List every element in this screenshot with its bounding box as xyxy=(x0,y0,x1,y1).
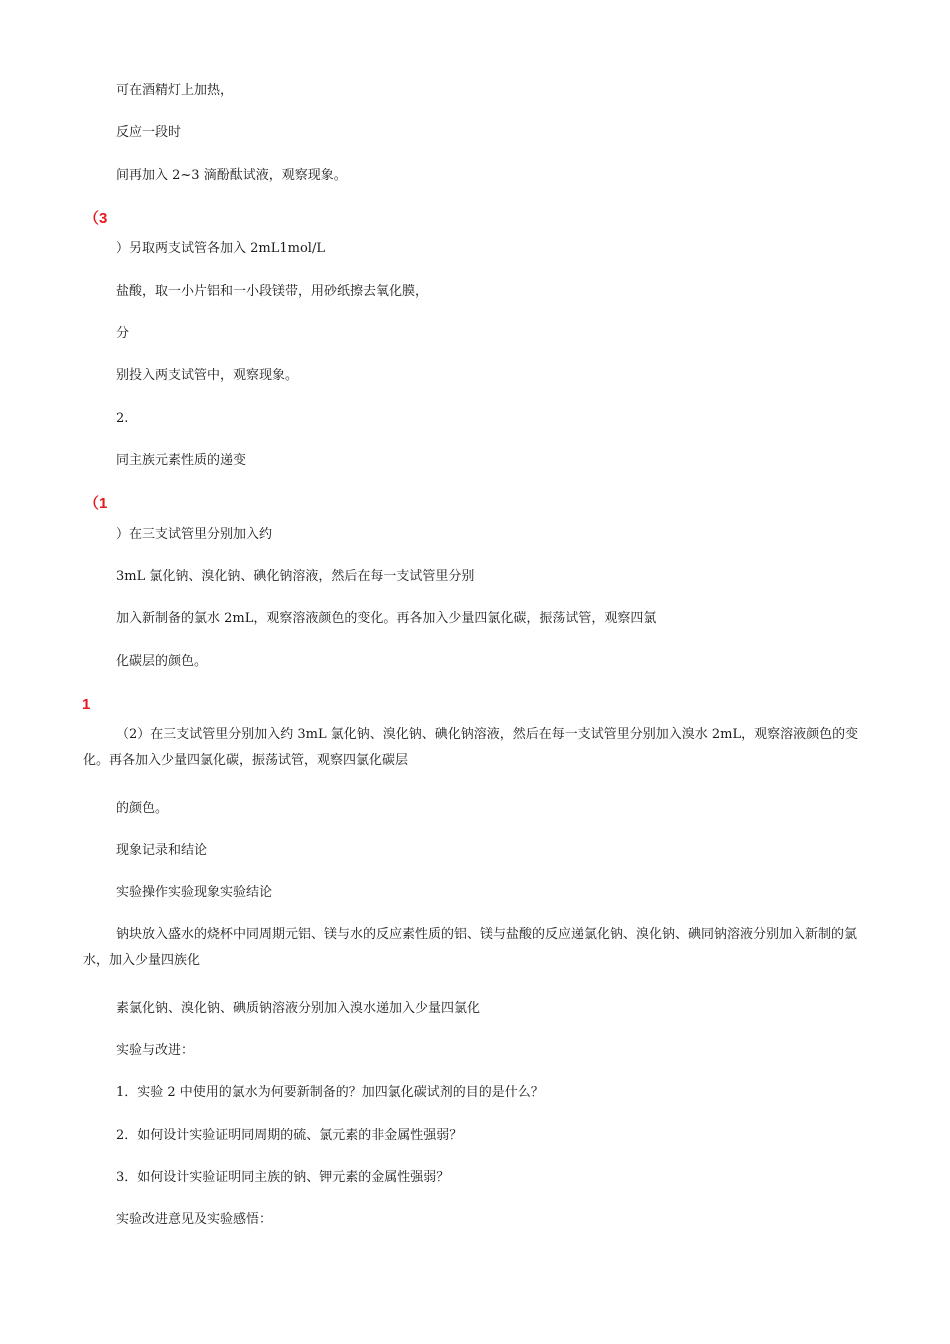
paragraph-step-1: ）在三支试管里分别加入约 xyxy=(116,527,273,542)
paragraph-color-end: 的颜色。 xyxy=(116,801,169,816)
paragraph-hydrochloric-acid: 盐酸，取一小片铝和一小段镁带，用砂纸擦去氧化膜， xyxy=(116,284,429,299)
paragraph-layer-color: 化碳层的颜色。 xyxy=(116,654,208,669)
section-number-2: 2. xyxy=(116,411,129,426)
heading-records-conclusions: 现象记录和结论 xyxy=(116,843,208,858)
page-marker-1: 1 xyxy=(82,696,91,713)
paragraph-fragment-fen: 分 xyxy=(116,326,130,341)
question-3: 3．如何设计实验证明同主族的钠、钾元素的金属性强弱？ xyxy=(116,1170,450,1185)
section-title-group-properties: 同主族元素性质的递变 xyxy=(116,453,247,468)
table-header-row: 实验操作实验现象实验结论 xyxy=(116,885,273,900)
paragraph-halide-solutions: 3mL 氯化钠、溴化钠、碘化钠溶液，然后在每一支试管里分别 xyxy=(116,569,475,584)
heading-experiment-improvement: 实验与改进： xyxy=(116,1043,195,1058)
paragraph-phenolphthalein: 间再加入 2~3 滴酚酞试液，观察现象。 xyxy=(116,168,347,183)
paragraph-step-3: ）另取两支试管各加入 2mL1mol/L xyxy=(116,241,325,256)
table-content-row-2: 素氯化钠、溴化钠、碘质钠溶液分别加入溴水递加入少量四氯化 xyxy=(116,1001,481,1016)
paragraph-observe: 别投入两支试管中，观察现象。 xyxy=(116,368,299,383)
paragraph-reaction-time: 反应一段时 xyxy=(116,125,182,140)
paragraph-chlorine-water: 加入新制备的氯水 2mL，观察溶液颜色的变化。再各加入少量四氯化碳，振荡试管，观察四氯 xyxy=(116,611,657,626)
heading-improvement-reflections: 实验改进意见及实验感悟： xyxy=(116,1212,273,1227)
table-content-row-1: 钠块放入盛水的烧杯中同周期元铝、镁与水的反应素性质的铝、镁与盐酸的反应递氯化钠、溴化钠、碘同钠溶液分别加入新制的氯水，加入少量四族化 xyxy=(83,927,858,968)
step-marker-1: （1 xyxy=(84,495,108,512)
paragraph-heating-note: 可在酒精灯上加热， xyxy=(116,83,234,98)
paragraph-step-2-bromine: （2）在三支试管里分别加入约 3mL 氯化钠、溴化钠、碘化钠溶液，然后在每一支试管里分别加入溴水 2mL，观察溶液颜色的变化。再各加入少量四氯化碳，振荡试管，观察四氯化碳层 xyxy=(83,727,859,768)
question-2: 2．如何设计实验证明同周期的硫、氯元素的非金属性强弱？ xyxy=(116,1128,463,1143)
step-marker-3: （3 xyxy=(84,210,108,227)
question-1: 1．实验 2 中使用的氯水为何要新制备的？加四氯化碳试剂的目的是什么？ xyxy=(116,1085,544,1100)
